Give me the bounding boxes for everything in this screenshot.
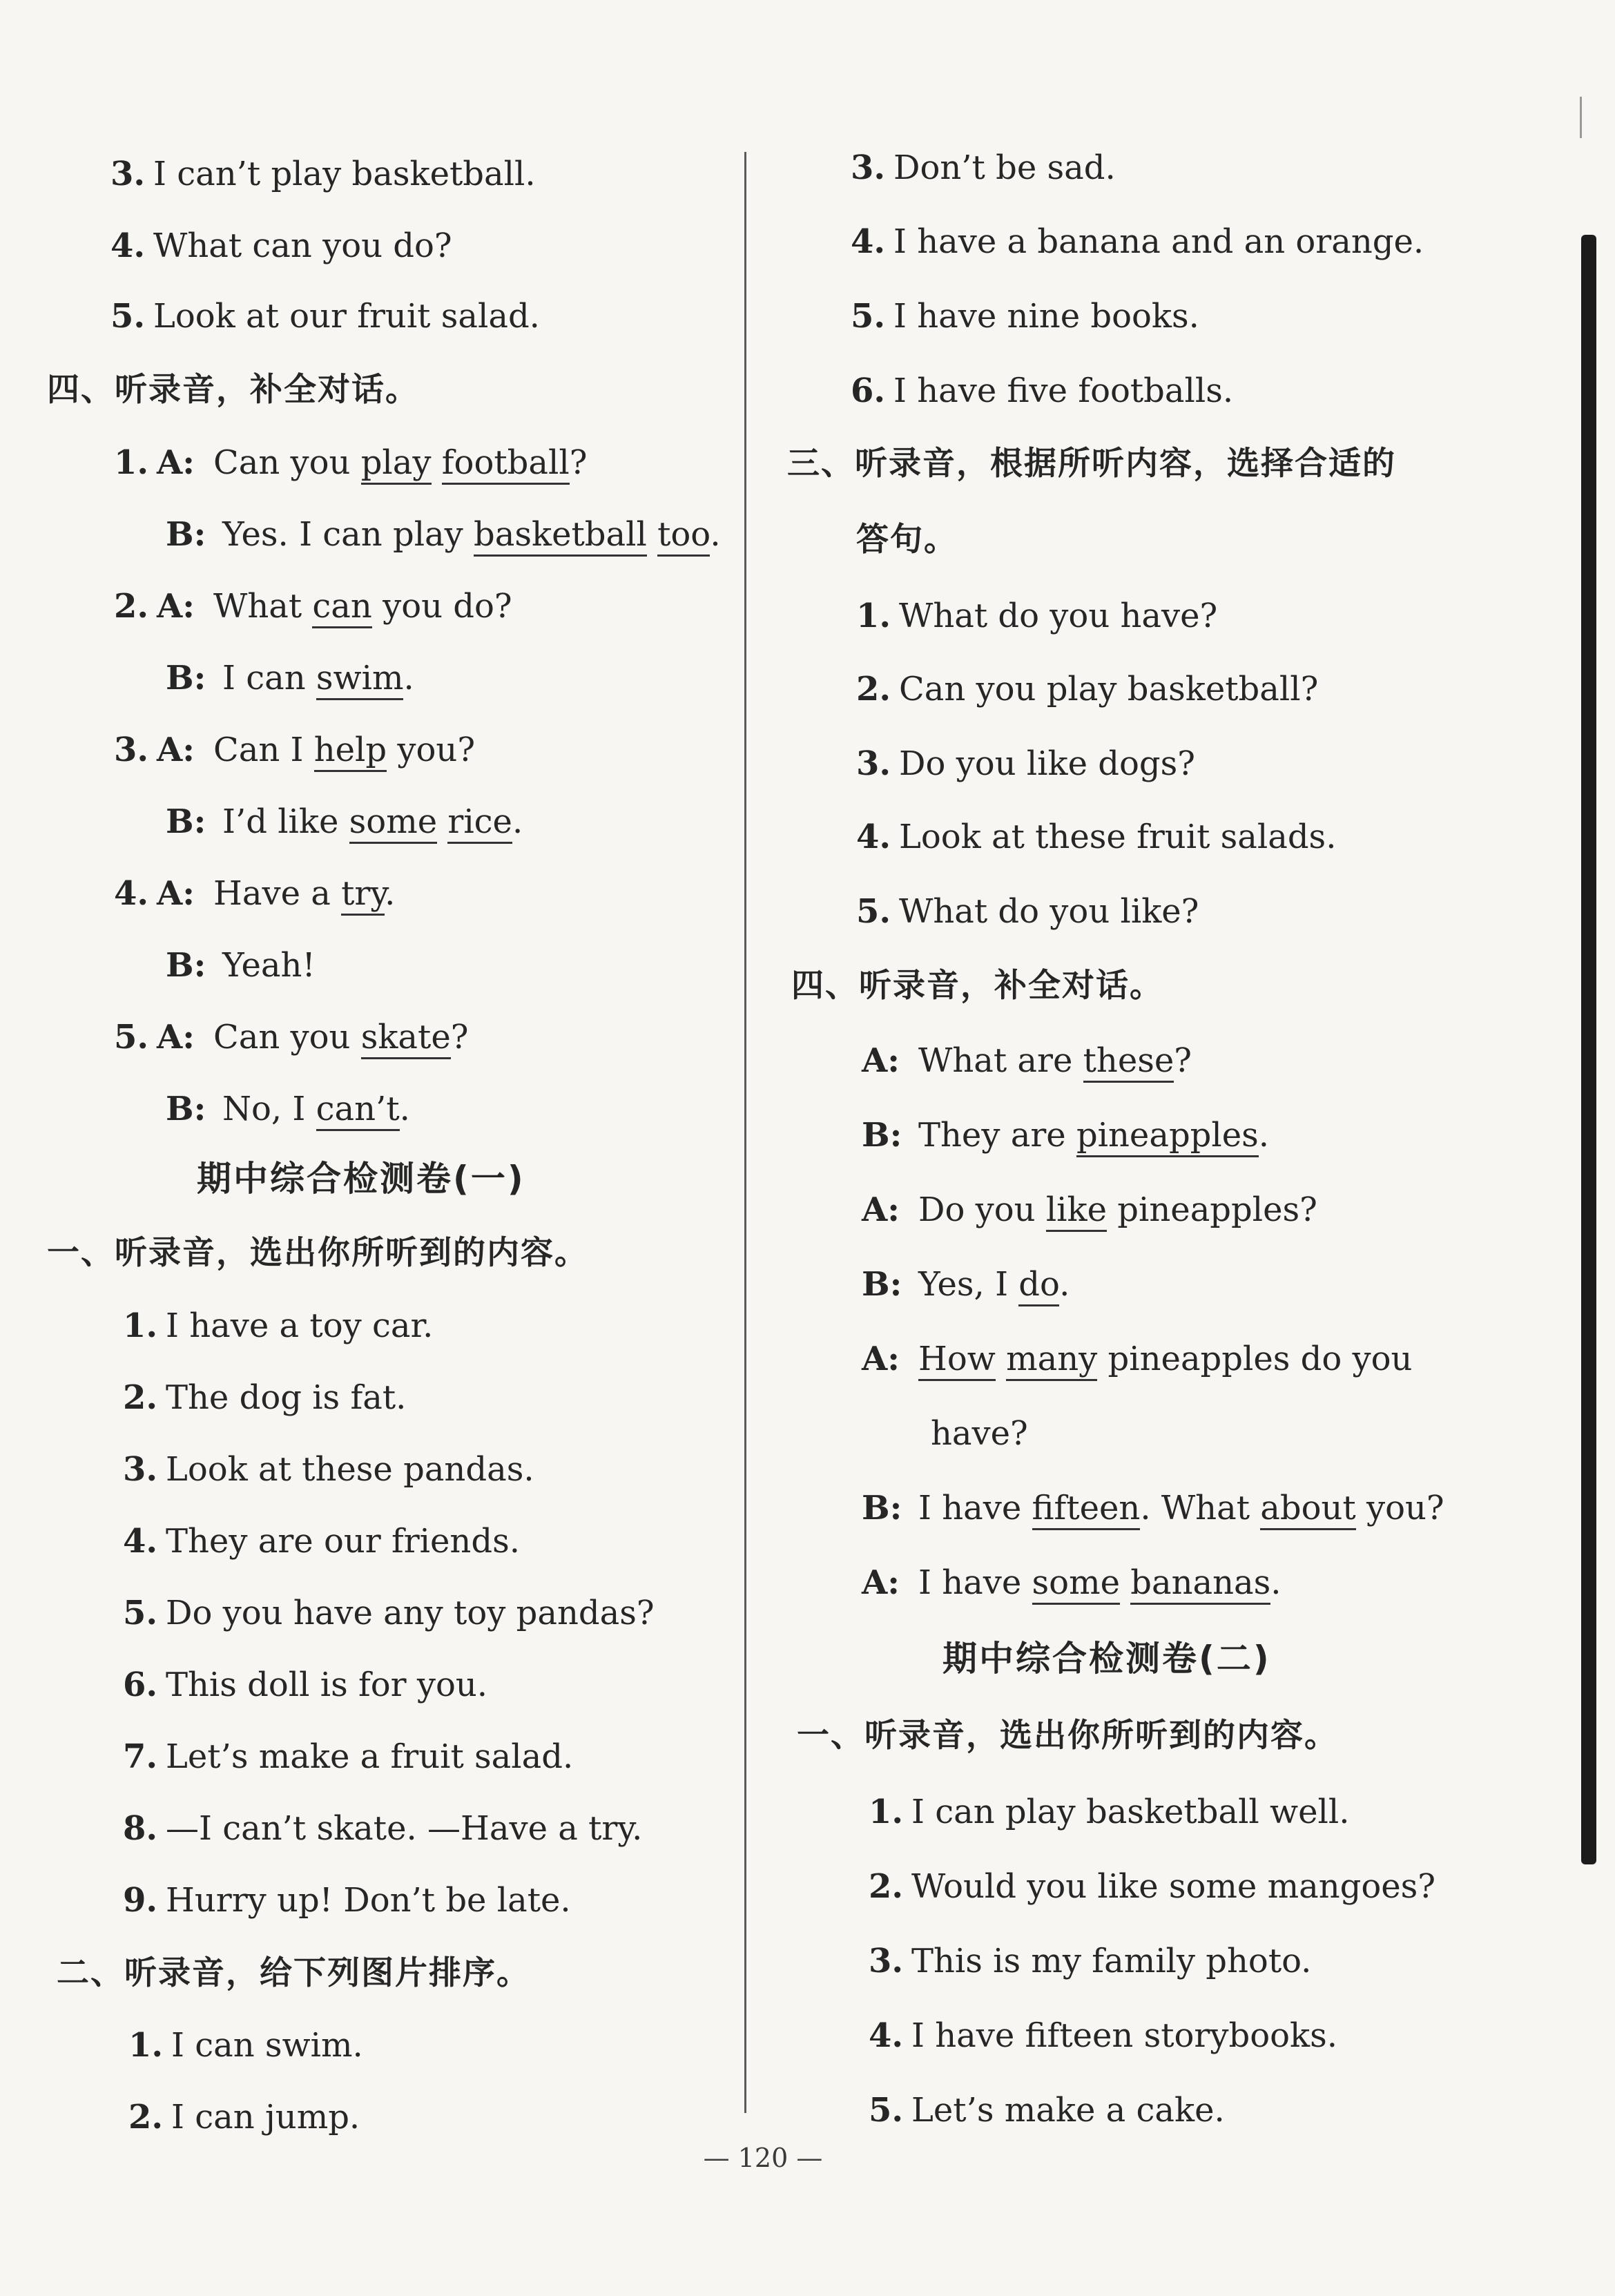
answer-blank: these <box>1083 1041 1174 1083</box>
answer-blank: some <box>1032 1563 1120 1605</box>
page-number: — 120 — <box>703 2143 823 2173</box>
answer-blank: many <box>1006 1340 1097 1381</box>
section-heading: 一、听录音，选出你所听到的内容。 <box>47 1234 588 1272</box>
dialog-line: A: What are these? <box>862 1040 1192 1081</box>
dialog-line: A: How many pineapples do you <box>862 1338 1412 1380</box>
answer-blank: about <box>1260 1489 1355 1530</box>
answer-blank: play <box>361 443 432 485</box>
list-item: 2. I can jump. <box>128 2098 360 2136</box>
dialog-line: 1. A: Can you play football? <box>114 442 587 483</box>
section-heading: 四、听录音，补全对话。 <box>791 967 1163 1005</box>
answer-blank: How <box>918 1340 996 1381</box>
list-item: 5. Let’s make a cake. <box>869 2091 1225 2130</box>
list-item: 3. I can’t play basketball. <box>110 155 536 193</box>
dialog-line: 4. A: Have a try. <box>114 873 395 914</box>
section-heading: 一、听录音，选出你所听到的内容。 <box>797 1717 1338 1755</box>
list-item: 4. I have fifteen storybooks. <box>869 2016 1337 2055</box>
list-item: 2. Would you like some mangoes? <box>869 1867 1436 1906</box>
list-item: 5. I have nine books. <box>851 297 1199 336</box>
answer-blank: too <box>657 515 710 557</box>
list-item: 4. They are our friends. <box>123 1522 520 1561</box>
list-item: 6. This doll is for you. <box>123 1666 488 1704</box>
list-item: 8. —I can’t skate. —Have a try. <box>123 1809 643 1848</box>
list-item: 3. This is my family photo. <box>869 1942 1312 1980</box>
dialog-line: A: Do you like pineapples? <box>862 1189 1317 1231</box>
list-item: 4. I have a banana and an orange. <box>851 222 1424 261</box>
list-item: 2. Can you play basketball? <box>856 670 1319 708</box>
list-item: 7. Let’s make a fruit salad. <box>123 1737 574 1776</box>
list-item: 6. I have five footballs. <box>851 372 1234 410</box>
list-item: 5. What do you like? <box>856 892 1199 931</box>
list-item: 9. Hurry up! Don’t be late. <box>123 1881 571 1920</box>
answer-blank: help <box>314 731 387 772</box>
dialog-line: B: Yes, I do. <box>862 1264 1070 1305</box>
list-item: 5. Do you have any toy pandas? <box>123 1594 655 1632</box>
list-item: 3. Do you like dogs? <box>856 744 1195 783</box>
list-item: 3. Don’t be sad. <box>851 148 1116 187</box>
list-item: 3. Look at these pandas. <box>123 1450 534 1489</box>
answer-blank: like <box>1046 1190 1107 1232</box>
dialog-line: B: I’d like some rice. <box>166 801 523 842</box>
answer-blank: can <box>312 587 371 628</box>
column-divider <box>744 152 746 2113</box>
answer-blank: basketball <box>474 515 647 557</box>
dialog-line: A: I have some bananas. <box>862 1562 1282 1603</box>
scan-mark <box>1580 97 1582 138</box>
exam-title: 期中综合检测卷(一) <box>197 1159 525 1199</box>
scan-edge-shadow <box>1581 235 1596 1864</box>
dialog-line: 5. A: Can you skate? <box>114 1016 468 1058</box>
list-item: 1. I can play basketball well. <box>869 1793 1350 1831</box>
list-item: 4. What can you do? <box>110 226 452 265</box>
list-item: 1. I can swim. <box>128 2026 363 2065</box>
answer-blank: can’t <box>316 1090 400 1131</box>
answer-blank: rice <box>447 802 512 844</box>
section-heading: 四、听录音，补全对话。 <box>47 371 419 409</box>
section-heading: 二、听录音，给下列图片排序。 <box>57 1954 530 1992</box>
answer-blank: some <box>349 802 437 844</box>
answer-blank: try <box>341 874 385 916</box>
dialog-line: B: No, I can’t. <box>166 1088 410 1130</box>
dialog-line: B: Yeah! <box>166 946 316 985</box>
section-heading: 三、听录音，根据所听内容，选择合适的 <box>787 445 1396 483</box>
dialog-line: B: They are pineapples. <box>862 1115 1269 1156</box>
exam-title: 期中综合检测卷(二) <box>942 1639 1271 1679</box>
answer-blank: swim <box>316 659 404 700</box>
dialog-line: 2. A: What can you do? <box>114 586 512 627</box>
section-heading-cont: 答句。 <box>856 521 958 559</box>
list-item: 2. The dog is fat. <box>123 1378 407 1417</box>
answer-blank: bananas <box>1130 1563 1270 1605</box>
dialog-line: have? <box>931 1414 1028 1453</box>
list-item: 4. Look at these fruit salads. <box>856 818 1337 856</box>
list-item: 1. What do you have? <box>856 597 1218 635</box>
answer-blank: football <box>442 443 570 485</box>
answer-blank: fifteen <box>1032 1489 1141 1530</box>
answer-blank: pineapples <box>1076 1116 1259 1157</box>
list-item: 5. Look at our fruit salad. <box>110 297 540 336</box>
dialog-line: B: I can swim. <box>166 657 414 699</box>
list-item: 1. I have a toy car. <box>123 1306 434 1345</box>
dialog-line: B: I have fifteen. What about you? <box>862 1487 1444 1529</box>
dialog-line: B: Yes. I can play basketball too. <box>166 514 721 555</box>
dialog-line: 3. A: Can I help you? <box>114 729 475 771</box>
answer-blank: do <box>1018 1265 1059 1306</box>
answer-blank: skate <box>361 1018 451 1059</box>
